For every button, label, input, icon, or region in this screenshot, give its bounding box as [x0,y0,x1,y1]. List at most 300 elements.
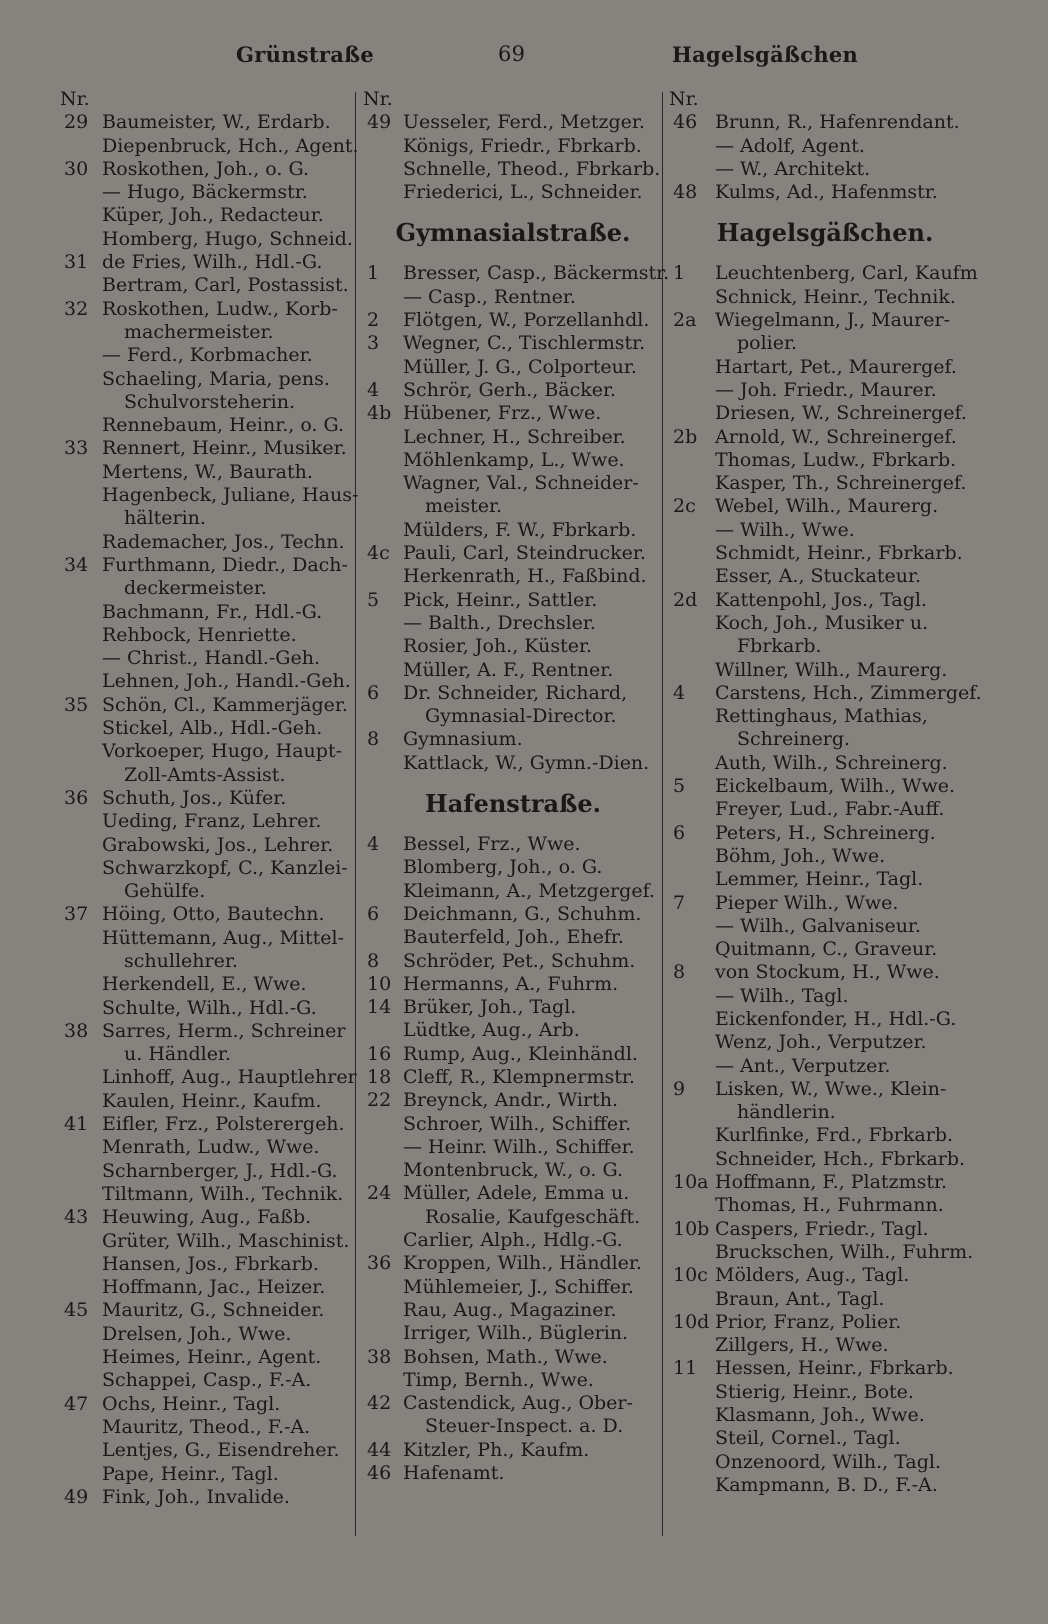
directory-entry [60,1369,350,1392]
resident-entry: Schön, Cl., Kammerjäger. [102,693,348,716]
resident-entry: Lehnen, Joh., Handl.-Geh. [102,670,351,693]
resident-entry: Hessen, Heinr., Fbrkarb. [715,1357,954,1380]
resident-entry: Möhlenkamp, L., Wwe. [403,448,625,471]
house-number: 49 [64,1485,89,1508]
directory-entry [60,181,350,204]
page-number: 69 [498,42,526,66]
resident-entry: Bessel, Frz., Wwe. [403,833,581,856]
resident-entry: Kattenpohl, Jos., Tagl. [715,588,927,611]
directory-entry [363,449,663,472]
resident-entry: Hübener, Frz., Wwe. [403,402,602,425]
directory-entry [669,402,981,425]
resident-entry: Braun, Ant., Tagl. [715,1287,885,1310]
directory-entry [669,1357,981,1380]
directory-entry [669,262,981,285]
resident-entry: Eickelbaum, Wilh., Wwe. [715,775,956,798]
street-heading: Hagelsgäßchen. [716,218,934,248]
directory-entry [60,1486,350,1509]
resident-entry: Lüdtke, Aug., Arb. [403,1019,580,1042]
resident-entry: Irriger, Wilh., Büglerin. [403,1322,629,1345]
directory-entry [363,635,663,658]
directory-entry [669,181,981,204]
directory-entry [363,1136,663,1159]
directory-entry [363,1346,663,1369]
resident-entry: Eickenfonder, H., Hdl.-G. [715,1007,957,1030]
directory-entry [363,286,663,309]
resident-entry: — Wilh., Galvaniseur. [715,914,921,937]
directory-entry [60,1136,350,1159]
directory-entry [669,1474,981,1497]
entry-continuation: schullehrer. [124,949,238,972]
directory-entry [363,1369,663,1392]
house-number: 2d [673,588,698,611]
resident-entry: — Ant., Verputzer. [715,1054,891,1077]
nr-label: Nr. [669,88,699,110]
nr-label: Nr. [60,88,90,110]
directory-entry [60,531,350,554]
resident-entry: Hermanns, A., Fuhrm. [403,972,619,995]
directory-entry [60,670,350,693]
resident-entry: Brunn, R., Hafenrendant. [715,111,960,134]
directory-entry [60,647,350,670]
directory-entry [669,682,981,705]
directory-entry [60,997,350,1020]
resident-entry: Hagenbeck, Juliane, Haus- [102,484,359,507]
directory-entry [363,1206,663,1229]
directory-entry [363,262,670,285]
directory-entry [669,1218,981,1241]
entry-continuation: Schreinerg. [737,728,851,751]
entry-continuation: Fbrkarb. [737,635,822,658]
directory-entry [60,694,350,717]
resident-entry: Webel, Wilh., Maurerg. [715,495,939,518]
directory-entry [363,519,663,542]
resident-entry: Hüttemann, Aug., Mittel- [102,926,344,949]
directory-entry [60,1299,350,1322]
resident-entry: Drelsen, Joh., Wwe. [102,1322,292,1345]
resident-entry: Hartart, Pet., Maurergef. [715,355,957,378]
resident-entry: Kulms, Ad., Hafenmstr. [715,181,938,204]
directory-entry [363,1392,663,1415]
directory-entry [60,624,350,647]
directory-entry [363,1019,663,1042]
directory-entry [669,775,981,798]
directory-entry [60,1043,350,1066]
resident-entry: — Heinr. Wilh., Schiffer. [403,1135,635,1158]
directory-entry [363,1439,663,1462]
resident-entry: Arnold, W., Schreinergef. [715,425,957,448]
house-number: 45 [64,1299,89,1322]
directory-entry [669,1334,981,1357]
directory-entry [669,309,981,332]
house-number: 9 [673,1077,686,1100]
directory-entry [669,379,981,402]
directory-entry [669,705,981,728]
resident-entry: — Joh. Friedr., Maurer. [715,378,937,401]
directory-entry [363,1043,663,1066]
house-number: 2a [673,309,697,332]
house-number: 3 [367,332,380,355]
house-number: 1 [673,262,686,285]
directory-entry [60,414,350,437]
directory-entry [363,495,663,518]
house-number: 6 [673,821,686,844]
directory-entry [363,589,663,612]
resident-entry: Rennert, Heinr., Musiker. [102,437,347,460]
resident-entry: Wegner, C., Tischlermstr. [403,332,646,355]
house-number: 47 [64,1392,89,1415]
house-number: 22 [367,1089,392,1112]
header-street-left: Grünstraße [236,42,375,67]
resident-entry: Kampmann, B. D., F.-A. [715,1473,938,1496]
directory-entry [60,601,350,624]
resident-entry: Hansen, Jos., Fbrkarb. [102,1252,319,1275]
resident-entry: Koch, Joh., Musiker u. [715,611,929,634]
directory-entry [60,111,350,134]
directory-entry [669,752,981,775]
house-number: 48 [673,181,698,204]
resident-entry: Schrör, Gerh., Bäcker. [403,378,617,401]
resident-entry: Leuchtenberg, Carl, Kaufm [715,262,978,285]
resident-entry: Schnick, Heinr., Technik. [715,285,956,308]
resident-entry: Zillgers, H., Wwe. [715,1334,889,1357]
directory-entry [363,1182,663,1205]
directory-entry [363,332,663,355]
house-number: 8 [673,961,686,984]
resident-entry: Schuth, Jos., Küfer. [102,786,287,809]
house-number: 46 [673,111,698,134]
column-3 [669,88,981,1497]
directory-entry [363,1159,663,1182]
house-number: 1 [367,262,380,285]
resident-entry: Schaeling, Maria, pens. [102,367,330,390]
directory-entry [60,368,350,391]
resident-entry: Homberg, Hugo, Schneid. [102,227,353,250]
house-number: 35 [64,693,89,716]
header-street-right: Hagelsgäßchen [672,42,859,67]
directory-entry [669,1404,981,1427]
directory-entry [60,1160,350,1183]
resident-entry: von Stockum, H., Wwe. [715,961,940,984]
directory-entry [60,1463,350,1486]
resident-entry: Onzenoord, Wilh., Tagl. [715,1450,942,1473]
resident-entry: Rosier, Joh., Küster. [403,635,592,658]
directory-entry [60,927,350,950]
directory-entry [60,274,350,297]
resident-entry: — Hugo, Bäckermstr. [102,181,308,204]
directory-entry [669,519,981,542]
entry-continuation: deckermeister. [124,577,267,600]
house-number: 4 [673,681,686,704]
directory-entry [363,705,663,728]
resident-entry: — Balth., Drechsler. [403,611,596,634]
resident-entry: Hoffmann, F., Platzmstr. [715,1171,948,1194]
entry-continuation: Rosalie, Kaufgeschäft. [425,1205,641,1228]
resident-entry: Schnelle, Theod., Fbrkarb. [403,157,661,180]
entry-continuation: Schulvorsteherin. [124,390,296,413]
house-number: 6 [367,902,380,925]
resident-entry: Auth, Wilh., Schreinerg. [715,751,948,774]
resident-entry: Kitzler, Ph., Kaufm. [403,1438,590,1461]
resident-entry: Driesen, W., Schreinergef. [715,402,967,425]
directory-entry [669,1427,981,1450]
directory-entry [60,1113,350,1136]
directory-entry [60,1416,350,1439]
directory-entry [363,612,663,635]
directory-entry [60,437,350,460]
resident-entry: Schulte, Wilh., Hdl.-G. [102,996,317,1019]
resident-entry: — Wilh., Wwe. [715,518,855,541]
resident-entry: Schröder, Pet., Schuhm. [403,949,636,972]
resident-entry: Bauterfeld, Joh., Ehefr. [403,926,624,949]
directory-entry [363,135,663,158]
resident-entry: Rau, Aug., Magaziner. [403,1298,617,1321]
resident-entry: Scharnberger, J., Hdl.-G. [102,1159,338,1182]
resident-entry: Wagner, Val., Schneider- [403,472,639,495]
directory-entry [60,1323,350,1346]
directory-entry [60,1183,350,1206]
directory-entry [363,880,663,903]
resident-entry: Prior, Franz, Polier. [715,1310,902,1333]
resident-entry: Kurlfinke, Frd., Fbrkarb. [715,1124,954,1147]
directory-entry [669,985,981,1008]
house-number: 42 [367,1392,392,1415]
house-number: 38 [367,1345,392,1368]
directory-entry [363,356,663,379]
directory-entry [60,764,350,787]
house-number: 2c [673,495,696,518]
directory-entry [60,158,350,181]
resident-entry: — W., Architekt. [715,157,871,180]
directory-entry [363,1299,663,1322]
entry-continuation: u. Händler. [124,1043,231,1066]
directory-entry [669,798,981,821]
resident-entry: Müller, Adele, Emma u. [403,1182,630,1205]
directory-entry [669,158,981,181]
directory-entry [60,787,350,810]
house-number: 36 [367,1252,392,1275]
directory-entry [669,1008,981,1031]
entry-continuation: hälterin. [124,507,206,530]
resident-entry: Hoffmann, Jac., Heizer. [102,1276,326,1299]
resident-entry: Stierig, Heinr., Bote. [715,1380,914,1403]
resident-entry: — Casp., Rentner. [403,285,576,308]
house-number: 10 [367,972,392,995]
resident-entry: Bresser, Casp., Bäckermstr. [403,262,670,285]
resident-entry: Flötgen, W., Porzellanhdl. [403,309,650,332]
resident-entry: Schneider, Hch., Fbrkarb. [715,1147,966,1170]
directory-entry [669,1288,981,1311]
directory-entry [363,1322,663,1345]
resident-entry: Blomberg, Joh., o. G. [403,856,603,879]
directory-entry [363,728,663,751]
directory-entry [669,1078,981,1101]
resident-entry: Freyer, Lud., Fabr.-Auff. [715,798,945,821]
directory-entry [363,309,663,332]
directory-entry [363,472,663,495]
resident-entry: Pauli, Carl, Steindrucker. [403,542,646,565]
resident-entry: Kroppen, Wilh., Händler. [403,1252,642,1275]
directory-entry [60,227,353,251]
resident-entry: Caspers, Friedr., Tagl. [715,1217,929,1240]
house-number: 44 [367,1438,392,1461]
resident-entry: Rademacher, Jos., Techn. [102,530,345,553]
resident-entry: Cleff, R., Klempnermstr. [403,1065,635,1088]
resident-entry: Rehbock, Henriette. [102,623,297,646]
entry-continuation: Steuer-Inspect. a. D. [425,1415,624,1438]
directory-entry [669,449,981,472]
resident-entry: Steil, Cornel., Tagl. [715,1427,901,1450]
house-number: 16 [367,1042,392,1065]
directory-entry [669,472,981,495]
house-number: 11 [673,1357,698,1380]
house-number: 49 [367,111,392,134]
resident-entry: Herkendell, E., Wwe. [102,973,307,996]
resident-entry: Schmidt, Heinr., Fbrkarb. [715,542,963,565]
resident-entry: Königs, Friedr., Fbrkarb. [403,134,642,157]
resident-entry: Diepenbruck, Hch., Agent. [102,134,359,157]
resident-entry: Linhoff, Aug., Hauptlehrer [102,1066,357,1089]
resident-entry: Mertens, W., Baurath. [102,460,313,483]
house-number: 14 [367,996,392,1019]
directory-entry [363,659,663,682]
house-number: 32 [64,297,89,320]
directory-entry [60,1276,350,1299]
resident-entry: — Ferd., Korbmacher. [102,344,313,367]
directory-entry [60,1230,350,1253]
resident-entry: Rennebaum, Heinr., o. G. [102,414,345,437]
resident-entry: Müller, J. G., Colporteur. [403,355,637,378]
house-number: 4 [367,378,380,401]
resident-entry: Schappei, Casp., F.-A. [102,1369,312,1392]
house-number: 5 [367,588,380,611]
directory-entry [669,565,981,588]
directory-entry [669,111,981,134]
directory-entry [60,1020,350,1043]
directory-entry [60,484,359,507]
directory-entry [363,379,663,402]
house-number: 33 [64,437,89,460]
directory-entry [363,426,663,449]
street-heading: Gymnasialstraße. [395,218,631,248]
resident-entry: Fink, Joh., Invalide. [102,1485,290,1508]
resident-entry: Pape, Heinr., Tagl. [102,1462,279,1485]
house-number: 38 [64,1019,89,1042]
resident-entry: Lisken, W., Wwe., Klein- [715,1077,947,1100]
resident-entry: Böhm, Joh., Wwe. [715,844,886,867]
directory-entry [363,181,663,204]
resident-entry: Montenbruck, W., o. G. [403,1159,624,1182]
directory-entry [669,1311,981,1334]
directory-entry [669,1055,981,1078]
directory-entry [60,507,350,530]
directory-entry [60,950,350,973]
resident-entry: Mühlemeier, J., Schiffer. [403,1275,634,1298]
entry-continuation: Gymnasial-Director. [425,705,617,728]
house-number: 37 [64,903,89,926]
resident-entry: Eifler, Frz., Polsterergeh. [102,1113,345,1136]
resident-entry: Lentjes, G., Eisendreher. [102,1439,340,1462]
resident-entry: Pick, Heinr., Sattler. [403,588,598,611]
directory-entry [363,903,663,926]
resident-entry: Roskothen, Ludw., Korb- [102,297,338,320]
resident-entry: Roskothen, Joh., o. G. [102,157,310,180]
directory-entry [669,1381,981,1404]
directory-entry [363,111,663,134]
entry-continuation: machermeister. [124,320,274,343]
directory-entry [669,961,981,984]
resident-entry: Tiltmann, Wilh., Technik. [102,1182,344,1205]
house-number: 46 [367,1462,392,1485]
resident-entry: — Wilh., Tagl. [715,984,849,1007]
resident-entry: Herkenrath, H., Faßbind. [403,565,647,588]
directory-entry [363,1276,663,1299]
directory-entry [669,868,981,891]
directory-entry [669,1148,981,1171]
directory-entry [363,1252,663,1275]
directory-entry [363,856,663,879]
directory-entry [60,880,350,903]
directory-entry [60,204,350,227]
resident-entry: Heuwing, Aug., Faßb. [102,1206,312,1229]
resident-entry: Uesseler, Ferd., Metzger. [403,111,645,134]
directory-entry [669,356,981,379]
directory-entry [60,577,350,600]
resident-entry: Peters, H., Schreinerg. [715,821,936,844]
directory-entry [669,1451,981,1474]
resident-entry: Thomas, H., Fuhrmann. [715,1194,944,1217]
resident-entry: Quitmann, C., Graveur. [715,938,938,961]
directory-entry [363,926,663,949]
resident-entry: Wiegelmann, J., Maurer- [715,309,951,332]
directory-entry [669,1101,981,1124]
directory-entry [60,903,350,926]
house-number: 34 [64,553,89,576]
resident-entry: Mülders, F. W., Fbrkarb. [403,518,637,541]
directory-entry [60,1253,350,1276]
house-number: 10d [673,1310,710,1333]
street-heading: Hafenstraße. [425,789,601,819]
directory-entry [363,542,663,565]
resident-entry: Ochs, Heinr., Tagl. [102,1392,281,1415]
resident-entry: Mölders, Aug., Tagl. [715,1264,910,1287]
directory-entry [363,1113,663,1136]
directory-entry [669,495,981,518]
resident-entry: Vorkoeper, Hugo, Haupt- [102,740,343,763]
house-number: 36 [64,786,89,809]
directory-entry [669,542,981,565]
resident-entry: Ueding, Franz, Lehrer. [102,810,322,833]
house-number: 10a [673,1171,709,1194]
entry-continuation: meister. [425,495,503,518]
directory-entry [669,938,981,961]
directory-entry [60,298,350,321]
directory-entry [669,612,981,635]
directory-entry [60,1066,357,1089]
directory-entry [60,554,350,577]
house-number: 4 [367,833,380,856]
directory-entry [669,822,981,845]
resident-entry: Rump, Aug., Kleinhändl. [403,1042,638,1065]
house-number: 5 [673,775,686,798]
resident-entry: Bertram, Carl, Postassist. [102,274,349,297]
directory-entry [363,950,663,973]
resident-entry: Timp, Bernh., Wwe. [403,1368,594,1391]
directory-entry [363,996,663,1019]
house-number: 4c [367,542,390,565]
directory-entry [669,1194,981,1217]
resident-entry: Müller, A. F., Rentner. [403,658,614,681]
